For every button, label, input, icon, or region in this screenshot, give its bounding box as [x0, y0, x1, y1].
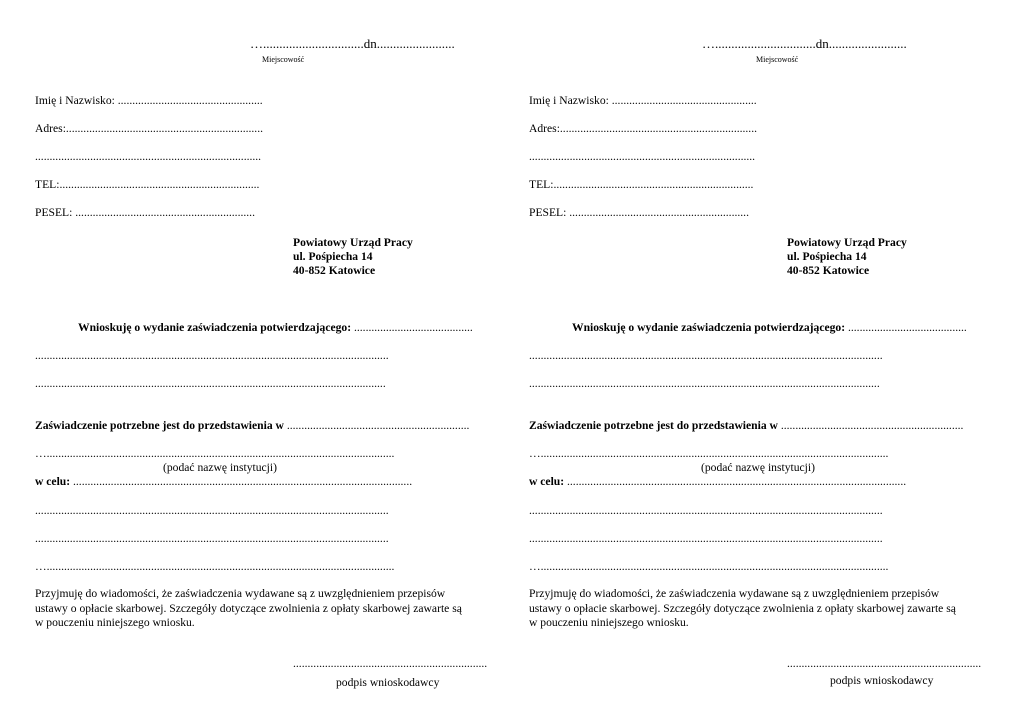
name-line: Imię i Nazwisko: .................................................. — [35, 94, 263, 107]
goal-label: w celu: — [35, 475, 71, 488]
institution-dotted-line: …........................................................................................................................ — [529, 447, 889, 460]
request-label: Wnioskuję o wydanie zaświadczenia potwierdzającego: — [572, 321, 846, 334]
signature-line: ................................................................... — [293, 657, 488, 670]
signature-caption: podpis wnioskodawcy — [830, 674, 934, 687]
name-line: Imię i Nazwisko: .................................................. — [529, 94, 757, 107]
request-line — [572, 321, 967, 335]
request-dotted-line-1: .......................................................................................................................... — [35, 349, 389, 362]
notice-line-1: Przyjmuję do wiadomości, że zaświadczenia wydawane są z uwzględnieniem przepisów — [35, 587, 446, 600]
goal-dotted-line-3: …........................................................................................................................ — [529, 560, 889, 573]
address-line-2: .............................................................................. — [35, 150, 262, 163]
notice-paragraph — [529, 587, 956, 631]
request-line — [78, 321, 473, 335]
purpose-dots: ............................................................... — [283, 419, 470, 432]
pesel-line: PESEL: .............................................................. — [529, 206, 749, 219]
request-dotted-line-1: .......................................................................................................................... — [529, 349, 883, 362]
recipient-street: ul. Pośpiecha 14 — [293, 250, 373, 263]
goal-dots: ..................................................................................................................... — [564, 475, 907, 488]
place-caption: Miejscowość — [756, 55, 799, 64]
signature-caption: podpis wnioskodawcy — [336, 676, 440, 689]
phone-line: TEL:..................................................................... — [35, 178, 260, 191]
notice-line-3: w pouczeniu niniejszego wniosku. — [35, 616, 195, 629]
address-line: Adres:.................................................................... — [529, 122, 758, 135]
purpose-dots: ............................................................... — [777, 419, 964, 432]
notice-line-3: w pouczeniu niniejszego wniosku. — [529, 616, 689, 629]
signature-line: ................................................................... — [787, 657, 982, 670]
institution-dotted-line: …........................................................................................................................ — [35, 447, 395, 460]
application-form-right — [528, 0, 998, 724]
address-line-2: .............................................................................. — [529, 150, 756, 163]
goal-label: w celu: — [529, 475, 565, 488]
date-line: …...............................dn........................ — [250, 36, 455, 51]
goal-dotted-line-1: .......................................................................................................................... — [35, 504, 389, 517]
purpose-label: Zaświadczenie potrzebne jest do przedstawienia w — [35, 419, 284, 432]
request-dots: ......................................... — [845, 321, 967, 334]
goal-line — [529, 475, 906, 489]
request-dots: ......................................... — [351, 321, 473, 334]
recipient-office: Powiatowy Urząd Pracy — [787, 236, 907, 249]
pesel-line: PESEL: .............................................................. — [35, 206, 255, 219]
purpose-label: Zaświadczenie potrzebne jest do przedstawienia w — [529, 419, 778, 432]
notice-line-2: ustawy o opłacie skarbowej. Szczegóły dotyczące zwolnienia z opłaty skarbowej zawarte są — [35, 601, 462, 615]
date-line: …...............................dn........................ — [702, 36, 907, 51]
goal-dotted-line-2: .......................................................................................................................... — [35, 532, 389, 545]
request-dotted-line-2: ......................................................................................................................... — [35, 377, 386, 390]
recipient-street: ul. Pośpiecha 14 — [787, 250, 867, 263]
place-caption: Miejscowość — [262, 55, 305, 64]
institution-caption: (podać nazwę instytucji) — [701, 461, 815, 474]
phone-line: TEL:..................................................................... — [529, 178, 754, 191]
goal-dots: ..................................................................................................................... — [70, 475, 413, 488]
goal-dotted-line-3: …........................................................................................................................ — [35, 560, 395, 573]
notice-line-1: Przyjmuję do wiadomości, że zaświadczenia wydawane są z uwzględnieniem przepisów — [529, 587, 940, 600]
goal-line — [35, 475, 412, 489]
purpose-line — [529, 419, 963, 433]
notice-paragraph — [35, 587, 462, 631]
request-dotted-line-2: ......................................................................................................................... — [529, 377, 880, 390]
recipient-office: Powiatowy Urząd Pracy — [293, 236, 413, 249]
request-label: Wnioskuję o wydanie zaświadczenia potwierdzającego: — [78, 321, 352, 334]
purpose-line — [35, 419, 469, 433]
application-form-left — [33, 0, 503, 724]
recipient-city: 40-852 Katowice — [293, 264, 376, 277]
notice-line-2: ustawy o opłacie skarbowej. Szczegóły dotyczące zwolnienia z opłaty skarbowej zawarte są — [529, 601, 956, 615]
recipient-city: 40-852 Katowice — [787, 264, 870, 277]
goal-dotted-line-1: .......................................................................................................................... — [529, 504, 883, 517]
goal-dotted-line-2: .......................................................................................................................... — [529, 532, 883, 545]
address-line: Adres:.................................................................... — [35, 122, 264, 135]
institution-caption: (podać nazwę instytucji) — [163, 461, 277, 474]
